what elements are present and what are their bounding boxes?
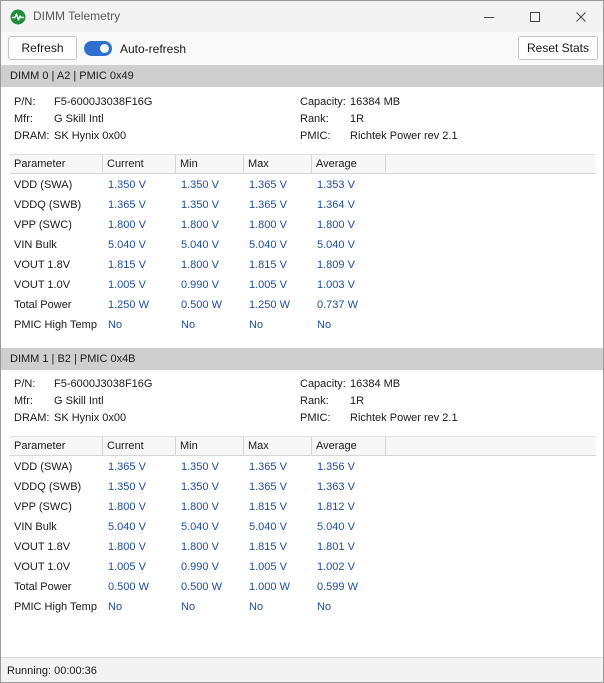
dimm-list [1,65,603,657]
capacity-value: 16384 MB [350,378,401,390]
cell-parameter: VDDQ (SWB) [14,199,82,211]
table-row[interactable] [10,175,596,195]
manufacturer-value: G Skill Intl [54,395,104,407]
cell-current: 1.005 V [108,561,146,573]
dimm-1-telemetry-table [10,436,596,616]
cell-average: No [317,601,332,613]
cell-current: 1.365 V [108,461,146,473]
cell-min: 1.800 V [181,501,219,513]
column-header-min[interactable]: Min [176,437,244,456]
dimm-0-header: DIMM 0 | A2 | PMIC 0x49 [1,65,603,87]
cell-current: 1.005 V [108,279,146,291]
cell-average: 5.040 V [317,521,355,533]
close-button[interactable] [558,1,604,32]
close-icon [575,11,587,23]
cell-max: 1.815 V [249,501,287,513]
title-bar[interactable] [1,1,603,32]
cell-parameter: Total Power [14,581,72,593]
cell-parameter: VIN Bulk [14,521,57,533]
cell-min: 1.350 V [181,179,219,191]
cell-average: 1.800 V [317,219,355,231]
maximize-button[interactable] [512,1,558,32]
info-label: Capacity: [300,378,346,390]
column-header-current[interactable]: Current [103,155,176,174]
cell-average: 1.002 V [317,561,355,573]
cell-current: 1.800 V [108,541,146,553]
table-row[interactable] [10,497,596,517]
info-label: P/N: [14,378,36,390]
cell-min: 0.990 V [181,561,219,573]
column-header-parameter[interactable]: Parameter [10,437,103,456]
manufacturer-value: G Skill Intl [54,113,104,125]
cell-min: 1.350 V [181,481,219,493]
table-row[interactable] [10,215,596,235]
cell-parameter: VDD (SWA) [14,461,73,473]
table-row[interactable] [10,557,596,577]
cell-average: 1.812 V [317,501,355,513]
cell-parameter: VDDQ (SWB) [14,481,82,493]
part-number-value: F5-6000J3038F16G [54,96,153,108]
cell-max: 5.040 V [249,239,287,251]
cell-current: 1.800 V [108,219,146,231]
minimize-button[interactable] [466,1,512,32]
column-header-current[interactable]: Current [103,437,176,456]
cell-max: 1.005 V [249,561,287,573]
cell-parameter: VDD (SWA) [14,179,73,191]
info-label: Rank: [300,395,329,407]
minimize-icon [483,11,495,23]
table-row[interactable] [10,295,596,315]
capacity-value: 16384 MB [350,96,401,108]
info-label: Mfr: [14,113,33,125]
table-header [10,436,596,456]
table-row[interactable] [10,537,596,557]
cell-parameter: PMIC High Temp [14,319,97,331]
cell-average: 0.737 W [317,299,358,311]
auto-refresh-toggle[interactable] [84,41,112,56]
cell-parameter: VIN Bulk [14,239,57,251]
dimm-0-telemetry-table [10,154,596,334]
info-label: Capacity: [300,96,346,108]
info-label: P/N: [14,96,36,108]
cell-average: 0.599 W [317,581,358,593]
info-label: PMIC: [300,412,331,424]
pmic-value: Richtek Power rev 2.1 [350,412,458,424]
reset-stats-button[interactable]: Reset Stats [518,36,598,60]
rank-value: 1R [350,395,365,407]
column-header-max[interactable]: Max [244,437,312,456]
cell-min: 0.500 W [181,299,222,311]
cell-min: 1.800 V [181,541,219,553]
cell-parameter: VPP (SWC) [14,219,72,231]
cell-parameter: VOUT 1.0V [14,279,71,291]
table-row[interactable] [10,457,596,477]
cell-max: 1.815 V [249,259,287,271]
info-label: DRAM: [14,412,50,424]
column-header-average[interactable]: Average [312,155,386,174]
table-row[interactable] [10,517,596,537]
info-label: PMIC: [300,130,331,142]
info-label: Mfr: [14,395,33,407]
cell-min: 5.040 V [181,521,219,533]
cell-parameter: PMIC High Temp [14,601,97,613]
status-text: Running: 00:00:36 [7,665,97,677]
table-row[interactable] [10,195,596,215]
cell-max: 1.365 V [249,199,287,211]
cell-max: 1.250 W [249,299,290,311]
refresh-button[interactable]: Refresh [8,36,77,60]
table-row[interactable] [10,577,596,597]
cell-average: 1.003 V [317,279,355,291]
cell-min: 1.800 V [181,259,219,271]
cell-min: 0.990 V [181,279,219,291]
cell-max: 1.005 V [249,279,287,291]
cell-max: No [249,601,264,613]
cell-average: 1.356 V [317,461,355,473]
cell-min: 5.040 V [181,239,219,251]
cell-average: 1.353 V [317,179,355,191]
dram-value: SK Hynix 0x00 [54,412,127,424]
pmic-value: Richtek Power rev 2.1 [350,130,458,142]
auto-refresh-label: Auto-refresh [120,42,187,56]
column-header-average[interactable]: Average [312,437,386,456]
column-header-min[interactable]: Min [176,155,244,174]
part-number-value: F5-6000J3038F16G [54,378,153,390]
cell-parameter: VOUT 1.8V [14,259,71,271]
cell-parameter: VOUT 1.8V [14,541,71,553]
window-title: DIMM Telemetry [33,9,121,23]
cell-current: 1.350 V [108,179,146,191]
cell-min: 1.350 V [181,461,219,473]
table-row[interactable] [10,597,596,617]
cell-min: No [181,601,196,613]
table-header [10,154,596,174]
cell-max: 1.800 V [249,219,287,231]
cell-current: 0.500 W [108,581,149,593]
cell-current: 5.040 V [108,239,146,251]
cell-current: 1.800 V [108,501,146,513]
toggle-knob [100,44,109,53]
cell-current: 1.350 V [108,481,146,493]
cell-current: 1.815 V [108,259,146,271]
table-row[interactable] [10,255,596,275]
cell-parameter: VPP (SWC) [14,501,72,513]
cell-average: No [317,319,332,331]
cell-current: No [108,319,123,331]
cell-max: 1.365 V [249,179,287,191]
dimm-1-header: DIMM 1 | B2 | PMIC 0x4B [1,348,603,370]
dram-value: SK Hynix 0x00 [54,130,127,142]
table-row[interactable] [10,275,596,295]
cell-max: No [249,319,264,331]
cell-max: 1.815 V [249,541,287,553]
cell-average: 5.040 V [317,239,355,251]
status-bar [1,657,603,682]
cell-max: 1.000 W [249,581,290,593]
table-row[interactable] [10,235,596,255]
cell-max: 1.365 V [249,461,287,473]
cell-average: 1.363 V [317,481,355,493]
cell-min: No [181,319,196,331]
cell-average: 1.364 V [317,199,355,211]
maximize-icon [529,11,541,23]
cell-current: No [108,601,123,613]
cell-average: 1.801 V [317,541,355,553]
cell-average: 1.809 V [317,259,355,271]
info-label: Rank: [300,113,329,125]
column-header-parameter[interactable]: Parameter [10,155,103,174]
column-header-max[interactable]: Max [244,155,312,174]
cell-current: 1.365 V [108,199,146,211]
info-label: DRAM: [14,130,50,142]
cell-current: 5.040 V [108,521,146,533]
cell-min: 0.500 W [181,581,222,593]
cell-max: 5.040 V [249,521,287,533]
cell-min: 1.800 V [181,219,219,231]
cell-parameter: VOUT 1.0V [14,561,71,573]
table-row[interactable] [10,315,596,335]
table-row[interactable] [10,477,596,497]
cell-parameter: Total Power [14,299,72,311]
cell-min: 1.350 V [181,199,219,211]
rank-value: 1R [350,113,365,125]
pulse-icon [10,9,26,25]
cell-max: 1.365 V [249,481,287,493]
cell-current: 1.250 W [108,299,149,311]
